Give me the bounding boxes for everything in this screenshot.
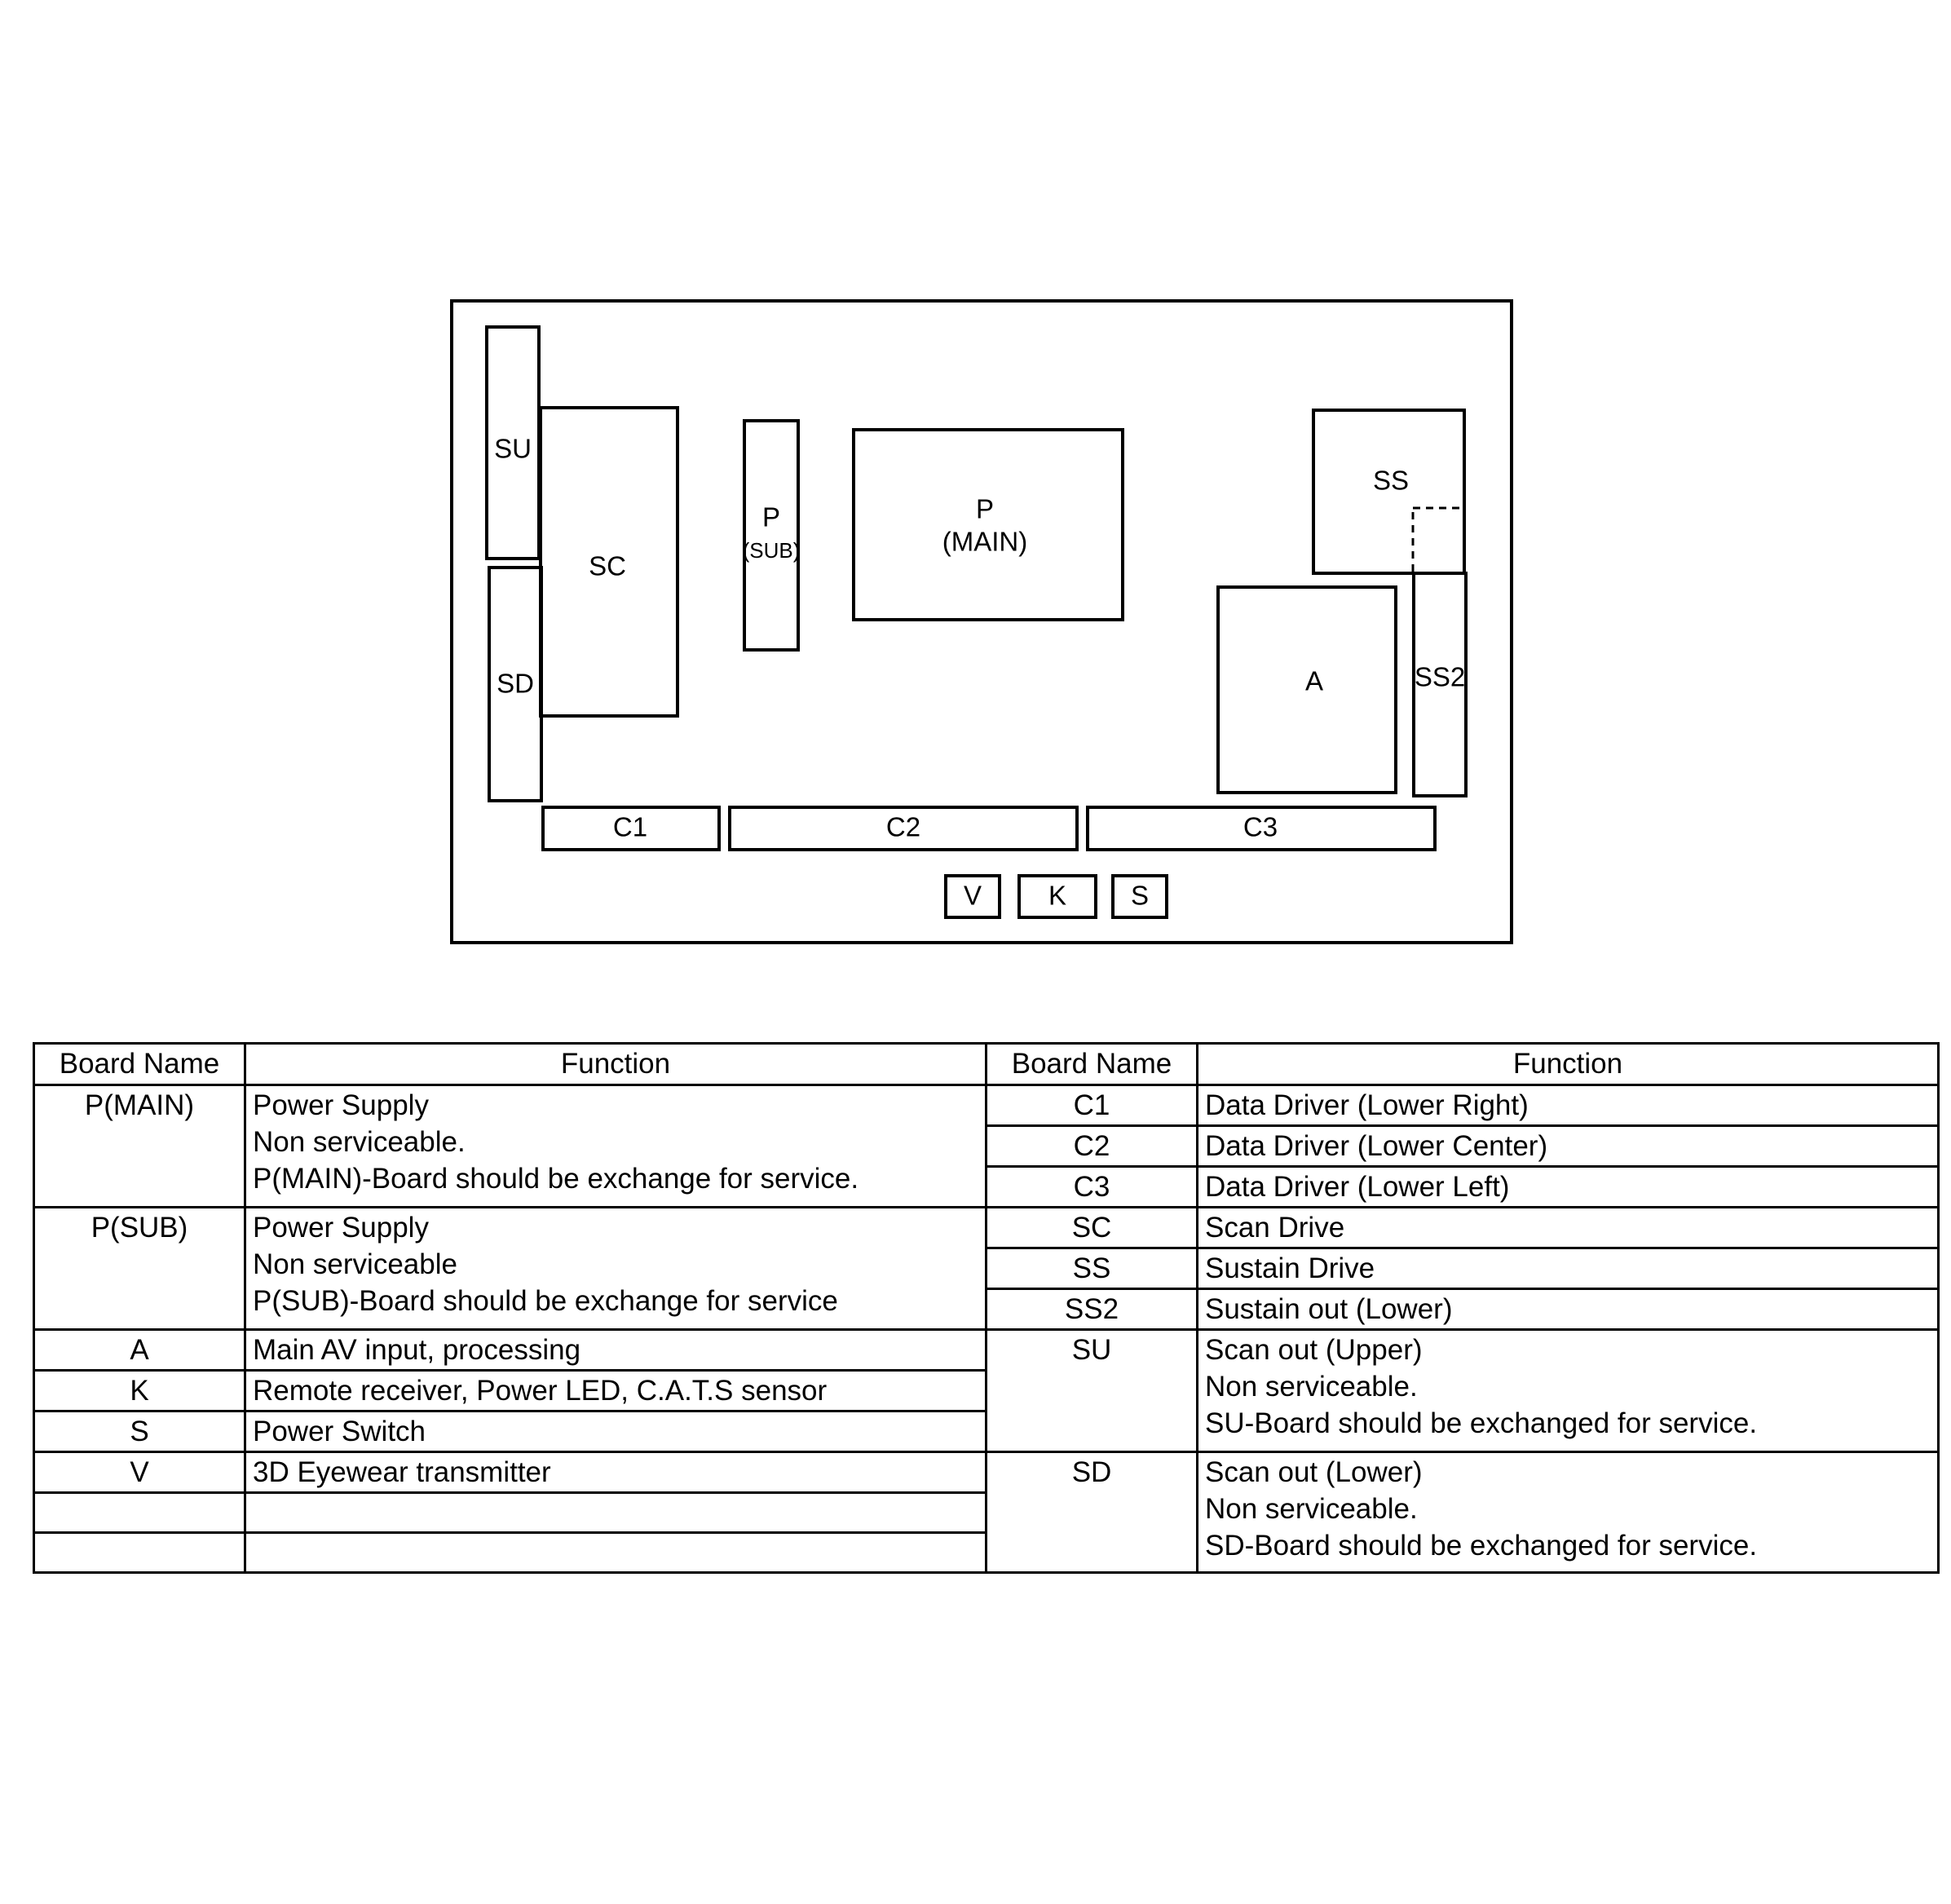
function-cell: Scan Drive <box>1198 1208 1939 1248</box>
board-name-cell: S <box>34 1411 245 1452</box>
board-ss2-label: SS2 <box>1414 661 1466 692</box>
board-name-cell: SS2 <box>987 1289 1198 1330</box>
board-p-main-label-2: (MAIN) <box>942 526 1028 557</box>
board-k <box>1019 876 1096 917</box>
function-cell: Sustain out (Lower) <box>1198 1289 1939 1330</box>
board-ss-label: SS <box>1372 465 1410 496</box>
function-cell: Data Driver (Lower Right) <box>1198 1085 1939 1126</box>
function-line: Power Supply <box>253 1089 429 1121</box>
function-cell: Data Driver (Lower Center) <box>1198 1126 1939 1167</box>
board-su-label: SU <box>494 433 532 464</box>
function-cell <box>1198 1452 1939 1573</box>
board-v <box>946 876 1000 917</box>
function-cell: Power Switch <box>245 1411 987 1452</box>
header-function-right: Function <box>1198 1044 1939 1085</box>
board-c3-label: C3 <box>1243 811 1278 842</box>
header-board-name-right: Board Name <box>987 1044 1198 1085</box>
table-row <box>34 1452 1939 1493</box>
table-header-row <box>34 1044 1939 1085</box>
empty-cell <box>245 1493 987 1533</box>
board-c3 <box>1088 807 1435 850</box>
function-line: Non serviceable. <box>1205 1371 1418 1403</box>
function-cell: Sustain Drive <box>1198 1248 1939 1289</box>
board-c1-label: C1 <box>612 811 648 842</box>
board-name-cell: C2 <box>987 1126 1198 1167</box>
function-line: Non serviceable <box>253 1248 457 1280</box>
table-row <box>34 1085 1939 1126</box>
board-name-cell: SC <box>987 1208 1198 1248</box>
board-k-label: K <box>1048 880 1067 911</box>
board-name-cell: K <box>34 1371 245 1411</box>
board-c1 <box>543 807 719 850</box>
board-name-cell: SD <box>987 1452 1198 1573</box>
board-su <box>487 327 539 559</box>
empty-cell <box>34 1493 245 1533</box>
board-name-cell: SU <box>987 1330 1198 1452</box>
board-name-cell: A <box>34 1330 245 1371</box>
board-p-main-label: P <box>975 493 995 524</box>
board-name-cell: V <box>34 1452 245 1493</box>
board-ss <box>1313 410 1464 573</box>
board-c2 <box>730 807 1077 850</box>
table-row <box>34 1330 1939 1371</box>
board-p-sub <box>743 421 801 650</box>
board-c2-label: C2 <box>885 811 921 842</box>
board-sc <box>541 408 678 716</box>
board-name-cell: C3 <box>987 1167 1198 1208</box>
function-line: SD-Board should be exchanged for service. <box>1205 1530 1758 1562</box>
board-p-sub-label: P <box>761 501 781 532</box>
board-p-sub-label-2: (SUB) <box>742 537 801 563</box>
board-a-label: A <box>1304 665 1324 696</box>
board-sd-label: SD <box>497 668 534 699</box>
board-ss2 <box>1414 573 1466 796</box>
function-cell <box>1198 1330 1939 1452</box>
board-name-cell: SS <box>987 1248 1198 1289</box>
empty-cell <box>34 1533 245 1573</box>
function-cell: Data Driver (Lower Left) <box>1198 1167 1939 1208</box>
board-name-cell: C1 <box>987 1085 1198 1126</box>
board-sd <box>489 568 541 801</box>
board-sc-label: SC <box>589 550 626 581</box>
function-cell <box>245 1208 987 1330</box>
header-function-left: Function <box>245 1044 987 1085</box>
board-name-cell: P(MAIN) <box>34 1085 245 1208</box>
board-name-cell: P(SUB) <box>34 1208 245 1330</box>
table-row <box>34 1208 1939 1248</box>
function-line: Scan out (Lower) <box>1205 1456 1423 1488</box>
function-cell: Remote receiver, Power LED, C.A.T.S sensor <box>245 1371 987 1411</box>
function-line: Scan out (Upper) <box>1205 1334 1423 1366</box>
header-board-name-left: Board Name <box>34 1044 245 1085</box>
function-line: Power Supply <box>253 1212 429 1244</box>
chassis-outline <box>452 301 1512 943</box>
function-cell <box>245 1085 987 1208</box>
function-line: P(MAIN)-Board should be exchange for service. <box>253 1163 859 1195</box>
board-p-main <box>854 430 1123 620</box>
function-line: Non serviceable. <box>1205 1493 1418 1525</box>
function-cell: Main AV input, processing <box>245 1330 987 1371</box>
board-v-label: V <box>963 880 982 911</box>
board-function-table <box>33 1042 1940 1574</box>
function-cell: 3D Eyewear transmitter <box>245 1452 987 1493</box>
function-line: SU-Board should be exchanged for service. <box>1205 1407 1758 1439</box>
function-line: Non serviceable. <box>253 1126 466 1158</box>
board-s <box>1113 876 1167 917</box>
board-a <box>1218 587 1396 793</box>
empty-cell <box>245 1533 987 1573</box>
board-s-label: S <box>1130 880 1150 911</box>
function-line: P(SUB)-Board should be exchange for service <box>253 1285 838 1317</box>
